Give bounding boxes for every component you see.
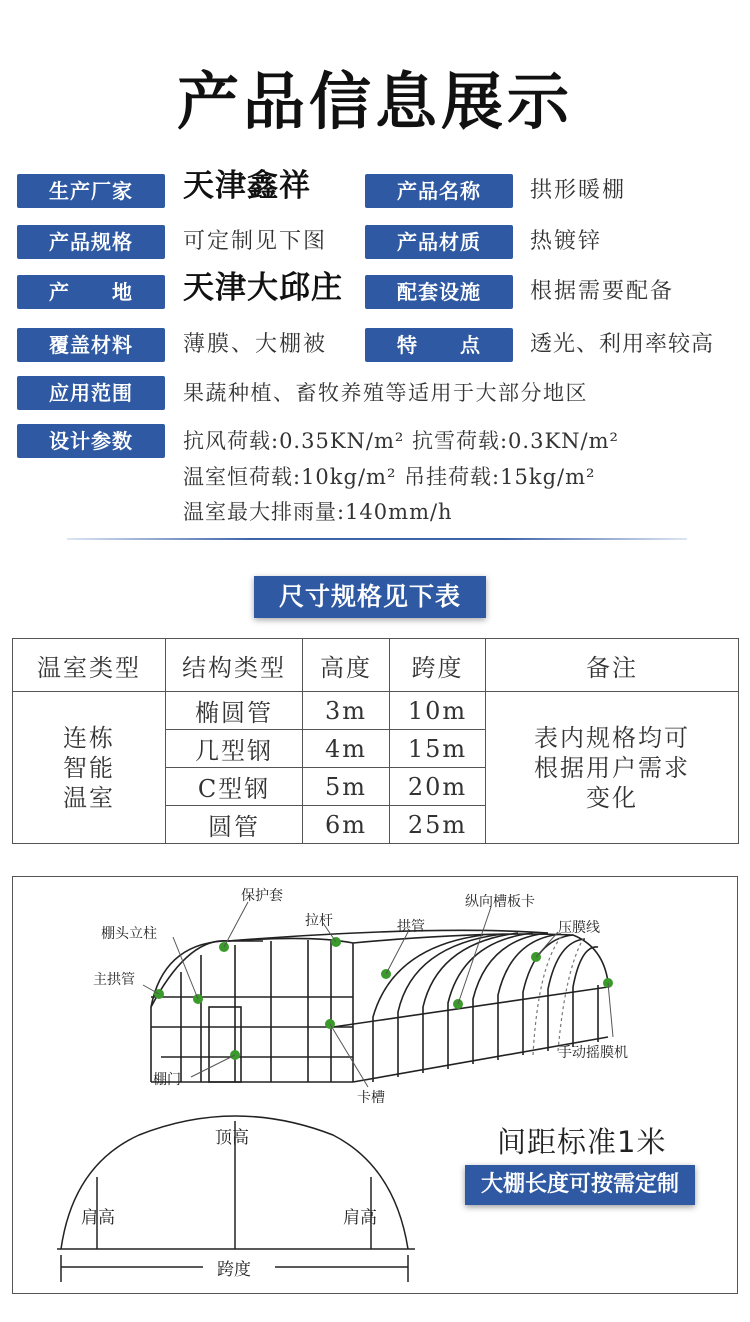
material-label: 产品材质 [365,225,513,259]
design-line-2: 温室恒荷载:10kg/m² 吊挂荷载:15kg/m² [183,465,596,489]
spec-table [12,638,739,844]
height-cell: 6m [303,806,390,844]
cover-label: 覆盖材料 [17,328,165,362]
table-header: 高度 [303,639,390,692]
label-film-line: 压膜线 [558,920,600,936]
product-name-label: 产品名称 [365,174,513,208]
label-tie-rod: 拉杆 [305,913,333,929]
facility-label: 配套设施 [365,275,513,309]
label-arch-top: 顶高 [215,1128,249,1148]
label-shoulder-right: 肩高 [343,1208,377,1228]
cover-value: 薄膜、大棚被 [183,332,328,357]
label-arch-pipe: 拱管 [397,919,425,935]
design-label: 设计参数 [17,424,165,458]
custom-length-banner: 大棚长度可按需定制 [465,1165,695,1205]
greenhouse-type-line: 智能 [63,753,115,782]
feature-label: 特 点 [365,328,513,362]
origin-value: 天津大邱庄 [183,270,343,306]
greenhouse-type-line: 连栋 [63,723,115,752]
application-label: 应用范围 [17,376,165,410]
manufacturer-value: 天津鑫祥 [183,168,311,204]
material-value: 热镀锌 [530,229,603,254]
label-long-clip: 纵向槽板卡 [465,894,535,910]
note-line: 根据用户需求 [534,753,690,782]
table-row [13,692,739,730]
structure-cell: C型钢 [166,768,303,806]
design-line-1: 抗风荷载:0.35KN/m² 抗雪荷载:0.3KN/m² [183,429,619,453]
height-cell: 5m [303,768,390,806]
product-name-value: 拱形暖棚 [530,178,627,203]
facility-value: 根据需要配备 [530,279,675,304]
spacing-text: 间距标准1米 [497,1125,667,1159]
label-film-roller: 手动摇膜机 [558,1045,628,1061]
origin-label: 产 地 [17,275,165,309]
page-title: 产品信息展示 [176,65,573,138]
height-cell: 4m [303,730,390,768]
table-header: 结构类型 [166,639,303,692]
label-groove: 卡槽 [357,1090,385,1106]
spec-label: 产品规格 [17,225,165,259]
span-cell: 15m [390,730,486,768]
note-cell [486,692,739,844]
label-protector: 保护套 [241,888,283,904]
application-value: 果蔬种植、畜牧养殖等适用于大部分地区 [183,381,588,405]
section-divider [67,538,687,540]
label-main-arch: 主拱管 [93,972,135,988]
feature-value: 透光、利用率较高 [530,332,715,357]
structure-cell: 圆管 [166,806,303,844]
label-door: 棚门 [153,1072,181,1088]
greenhouse-type-line: 温室 [63,783,115,812]
greenhouse-type-cell [13,692,166,844]
span-cell: 20m [390,768,486,806]
structure-cell: 几型钢 [166,730,303,768]
height-cell: 3m [303,692,390,730]
span-cell: 10m [390,692,486,730]
manufacturer-label: 生产厂家 [17,174,165,208]
note-line: 变化 [586,783,638,812]
design-line-3: 温室最大排雨量:140mm/h [183,500,453,524]
size-banner: 尺寸规格见下表 [254,576,486,618]
table-header: 温室类型 [13,639,166,692]
spec-value: 可定制见下图 [183,229,328,254]
label-shoulder-left: 肩高 [81,1208,115,1228]
table-header: 备注 [486,639,739,692]
note-line: 表内规格均可 [534,723,690,752]
table-header-row [13,639,739,692]
label-span: 跨度 [217,1260,251,1280]
greenhouse-diagram [12,876,738,1294]
label-end-column: 棚头立柱 [101,926,157,942]
structure-cell: 椭圆管 [166,692,303,730]
span-cell: 25m [390,806,486,844]
table-header: 跨度 [390,639,486,692]
